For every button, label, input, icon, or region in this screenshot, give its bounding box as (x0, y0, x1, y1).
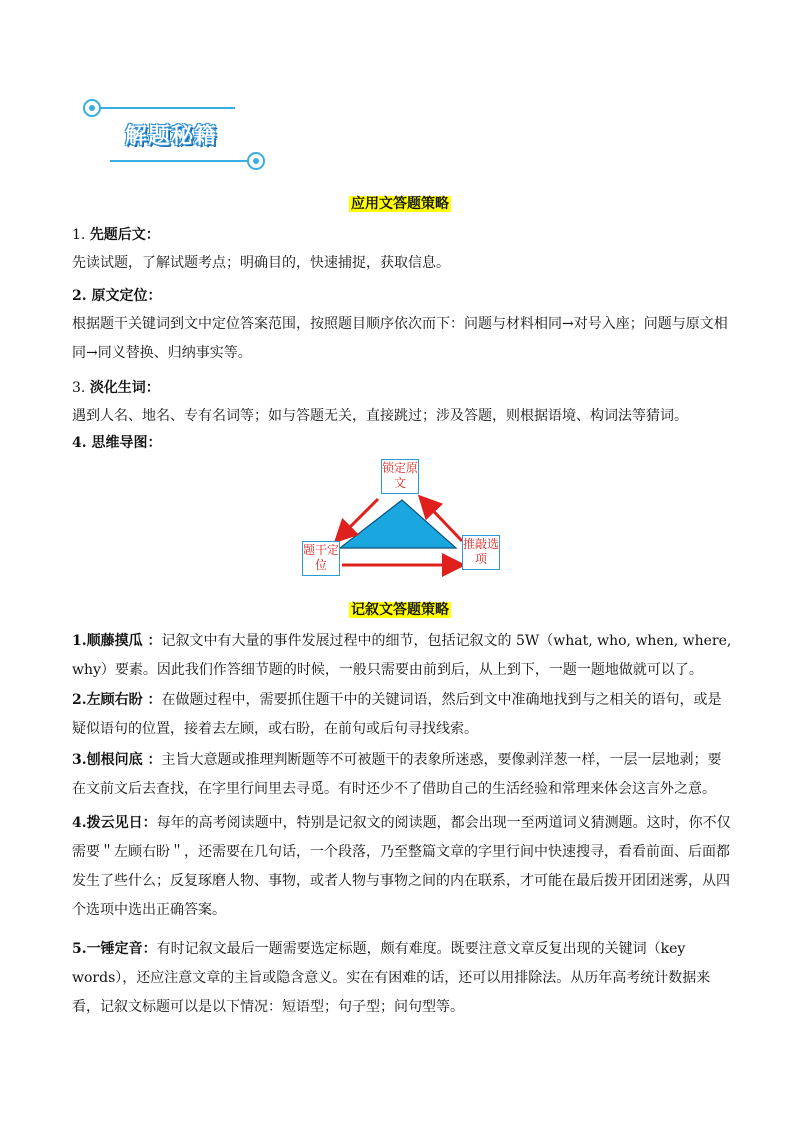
triangle-shape (340, 500, 456, 548)
item-heading-text: 淡化生词： (89, 380, 160, 396)
item-number: 2. (72, 288, 92, 304)
item-body: 每年的高考阅读题中，特别是记叙文的阅读题，都会出现一至两道词义猜测题。这时，你不仅需要＂左顾右盼＂，还需要在几句话，一个段落，乃至整篇文章的字里行间中快速搜寻，看看前面、后面都发生了些什么；反复琢磨人物、事物，或者人物与事物之间的内在联系，才可能在最后拨开团团迷雾，从四个选项中选出正确答案。 (72, 815, 731, 918)
item-body-1: 先读试题，了解试题考点；明确目的，快速捕捉，获取信息。 (72, 255, 450, 271)
item-number: 1. (72, 227, 90, 243)
section-title-text: 记叙文答题策略 (351, 602, 449, 618)
mind-map-diagram (290, 455, 520, 585)
item-heading-text: 思维导图： (91, 435, 162, 451)
item-heading-text: 原文定位： (91, 288, 162, 304)
banner-title: 解题秘籍 (125, 124, 218, 149)
item-number: 4. (72, 435, 92, 451)
item-body: 记叙文中有大量的事件发展过程中的细节，包括记叙文的 5W（what, who, when, where, why）要素。因此我们作答细节题的时候，一般只需要由前到后，从上到下，一题一题地做就可以了。 (72, 633, 732, 678)
item-lead: 3.刨根问底 ： (72, 752, 162, 768)
narrative-item-5 (72, 935, 732, 1022)
item-number: 3. (72, 380, 90, 396)
item-body-3: 遇到人名、地名、专有名词等；如与答题无关，直接跳过；涉及答题，则根据语境、构词法等猜词。 (72, 408, 688, 424)
item-heading-4 (72, 432, 162, 452)
item-heading-1 (72, 224, 160, 244)
section-title-text: 应用文答题策略 (351, 196, 449, 212)
item-lead: 1.顺藤摸瓜 ： (72, 633, 162, 649)
item-heading-2 (72, 285, 162, 305)
narrative-item-1 (72, 627, 732, 685)
item-body: 有时记叙文最后一题需要选定标题，颇有难度。既要注意文章反复出现的关键词（key words），还应注意文章的主旨或隐含意义。实在有困难的话，还可以用排除法。从历年高考统计数据来看，记叙文标题可以是以下情况：短语型；句子型；问句型等。 (72, 941, 711, 1015)
item-body: 主旨大意题或推理判断题等不可被题干的表象所迷惑，要像剥洋葱一样，一层一层地剥；要在文前文后去查找，在字里行间里去寻觅。有时还少不了借助自己的生活经验和常理来体会这言外之意。 (72, 752, 722, 797)
narrative-item-4 (72, 809, 732, 925)
item-lead: 2.左顾右盼 ： (72, 692, 162, 708)
item-heading-text: 先题后文： (89, 227, 160, 243)
item-lead: 4.拨云见日： (72, 815, 157, 831)
section-title-narrative (0, 599, 800, 619)
node-locate-question: 题干定位 (302, 541, 340, 576)
node-lock-text: 锁定原文 (381, 459, 419, 494)
section-title-practical (0, 193, 800, 213)
section-banner (80, 95, 270, 175)
item-lead: 5.一锤定音： (72, 941, 157, 957)
narrative-item-2 (72, 686, 732, 744)
item-heading-3 (72, 377, 160, 397)
item-body-2: 根据题干关键词到文中定位答案范围，按照题目顺序依次而下：问题与材料相同→对号入座；问题与原文相同→同义替换、归纳事实等。 (72, 316, 728, 361)
narrative-item-3 (72, 746, 732, 804)
item-body: 在做题过程中，需要抓住题干中的关键词语，然后到文中准确地找到与之相关的语句，或是疑似语句的位置，接着去左顾，或右盼，在前句或后句寻找线索。 (72, 692, 722, 737)
node-weigh-options: 推敲选项 (462, 535, 500, 570)
